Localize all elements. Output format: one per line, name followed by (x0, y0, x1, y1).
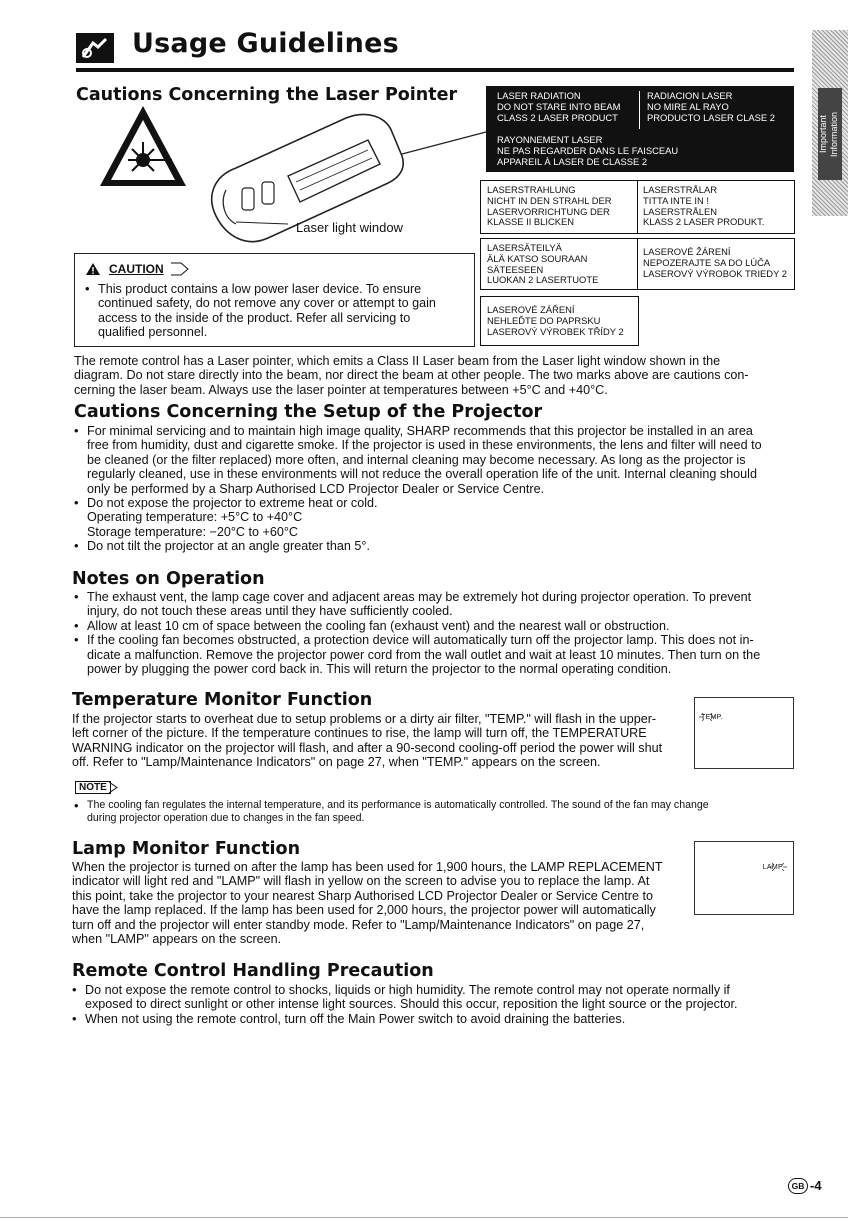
note-list: • The cooling fan regulates the internal temperature, and its performance is automatically controlled. The sound of the fan may change during projector operation due to changes in the fan speed. (74, 799, 794, 825)
remote-item-power: • When not using the remote control, turn off the Main Power switch to avoid draining the batteries. (72, 1012, 792, 1026)
laser-paragraph: The remote control has a Laser pointer, which emits a Class II Laser beam from the Laser light window shown in the diagram. Do not stare directly into the beam, nor direct the beam at other people. The two marks above are cautions con- cerning the laser beam. Always use the laser pointer at temperatures between +5°C and +40°C. (74, 354, 749, 397)
caution-label: CAUTION (109, 262, 164, 276)
flash-icon (769, 863, 787, 871)
side-tab (812, 30, 848, 216)
temp-screen-illustration (694, 697, 794, 769)
temp-heading: Temperature Monitor Function (72, 690, 373, 710)
note-badge (73, 781, 117, 794)
temp-screen-text: TEMP. (701, 714, 723, 721)
remote-heading: Remote Control Handling Precaution (72, 961, 434, 981)
flash-icon (699, 713, 715, 721)
operation-list (74, 590, 794, 676)
lamp-heading: Lamp Monitor Function (72, 839, 301, 859)
laser-label-fi-sk: LASERSÄTEILYÄ ÄLÄ KATSO SOURAAN SÄTEESEEN LUOKAN 2 LASERTUOTE LASEROVÉ ŽÁRENÍ NEPOZERAJTE SA DO LÚČA LASEROVÝ VÝROBOK TRIEDY 2 (480, 238, 795, 290)
bottom-rule (0, 1217, 848, 1218)
page-title: Usage Guidelines (132, 28, 399, 59)
region-badge: GB (788, 1178, 808, 1194)
laser-label-de-sv: LASERSTRAHLUNG NICHT IN DEN STRAHL DER LASERVORRICHTUNG DER KLASSE II BLICKEN LASERSTRÅLAR TITTA INTE IN ! LASERSTRÅLEN KLASS 2 LASER PRODUKT. (480, 180, 795, 234)
laser-label-fr: RAYONNEMENT LASER NE PAS REGARDER DANS LE FAISCEAU APPAREIL À LASER DE CLASSE 2 (486, 132, 794, 172)
setup-item-temperature: • Do not expose the projector to extreme heat or cold. Operating temperature: +5°C to +40°C Storage temperature: −20°C to +60°C (74, 496, 794, 539)
remote-item-exposure: • Do not expose the remote control to shocks, liquids or high humidity. The remote control may not operate normally if exposed to direct sunlight or other intense light sources. Should this occur, reposition the light source or the projector. (72, 983, 792, 1012)
setup-item-tilt: • Do not tilt the projector at an angle greater than 5°. (74, 539, 794, 553)
setup-list (74, 424, 794, 554)
laser-warning-triangle (98, 104, 188, 188)
lamp-paragraph: When the projector is turned on after the lamp has been used for 1,900 hours, the LAMP REPLACEMENT indicator will light red and "LAMP" will flash in yellow on the screen to advise you to replace the lamp. At this point, take the projector to your nearest Sharp Authorised LCD Projector Dealer or Service Centre to have the lamp replaced. If the lamp has been used for 2,000 hours, the projector power will automatically turn off and the projector will enter standby mode. Refer to "Lamp/Maintenance Indicators" on page 27, when "LAMP" appears on the screen. (72, 860, 663, 947)
laser-label-en-es: LASER RADIATION DO NOT STARE INTO BEAM CLASS 2 LASER PRODUCT RADIACION LASER NO MIRE AL RAYO PRODUCTO LASER CLASE 2 (486, 86, 794, 134)
temp-paragraph: If the projector starts to overheat due to setup problems or a dirty air filter, "TEMP." will flash in the upper- left corner of the picture. If the temperature continues to rise, the lamp will turn off, the TEMPERATURE WARNING indicator on the projector will flash, and after a 90-second cooling-off period the power will shut off. Refer to "Lamp/Maintenance Indicators" on page 27, when "TEMP." appears on the screen. (72, 712, 663, 770)
operation-item-space: • Allow at least 10 cm of space between the cooling fan (exhaust vent) and the nearest wall or obstruction. (74, 619, 794, 633)
laser-window-label: Laser light window (296, 220, 403, 235)
page-number: GB -4 (788, 1177, 822, 1193)
side-tab-label: Important Information (818, 88, 842, 180)
lamp-screen-illustration (694, 841, 794, 915)
title-rule (76, 68, 794, 72)
operation-item-fan: • If the cooling fan becomes obstructed, a protection device will automatically turn off the projector lamp. This does not in- dicate a malfunction. Remove the projector power cord from the wall outlet and wait at least 10 minutes. Then turn on the power by plugging the power cord back in. This will return the projector to the normal operating condition. (74, 633, 794, 676)
operation-heading: Notes on Operation (72, 569, 265, 589)
operation-item-hot: • The exhaust vent, the lamp cage cover and adjacent areas may be extremely hot during projector operation. To prevent injury, do not touch these areas until they have sufficiently cooled. (74, 590, 794, 619)
lamp-screen-text: LAMP (762, 864, 783, 871)
note-label: NOTE (75, 781, 111, 794)
setup-heading: Cautions Concerning the Setup of the Projector (74, 402, 543, 422)
caution-text: • This product contains a low power laser device. To ensure continued safety, do not remove any cover or attempt to gain access to the inside of the product. Refer all servicing to qualified personnel. (85, 282, 470, 340)
laser-label-cz: LASEROVÉ ZÁŘENÍ NEHLEĎTE DO PAPRSKU LASEROVÝ VÝROBEK TŘÍDY 2 (480, 296, 639, 346)
laser-heading: Cautions Concerning the Laser Pointer (76, 85, 458, 105)
setup-item-environment: • For minimal servicing and to maintain high image quality, SHARP recommends that this projector be installed in an area free from humidity, dust and cigarette smoke. If the projector is used in these environments, the lens and filter will need to be cleaned (or the filter replaced) more often, and internal cleaning may become necessary. As long as the projector is regularly cleaned, use in these environments will not reduce the overall operation life of the unit. Internal cleaning should only be performed by a Sharp Authorised LCD Projector Dealer or Service Centre. (74, 424, 794, 496)
usage-icon (76, 33, 114, 63)
caution-box (74, 253, 475, 347)
remote-list (72, 983, 792, 1026)
